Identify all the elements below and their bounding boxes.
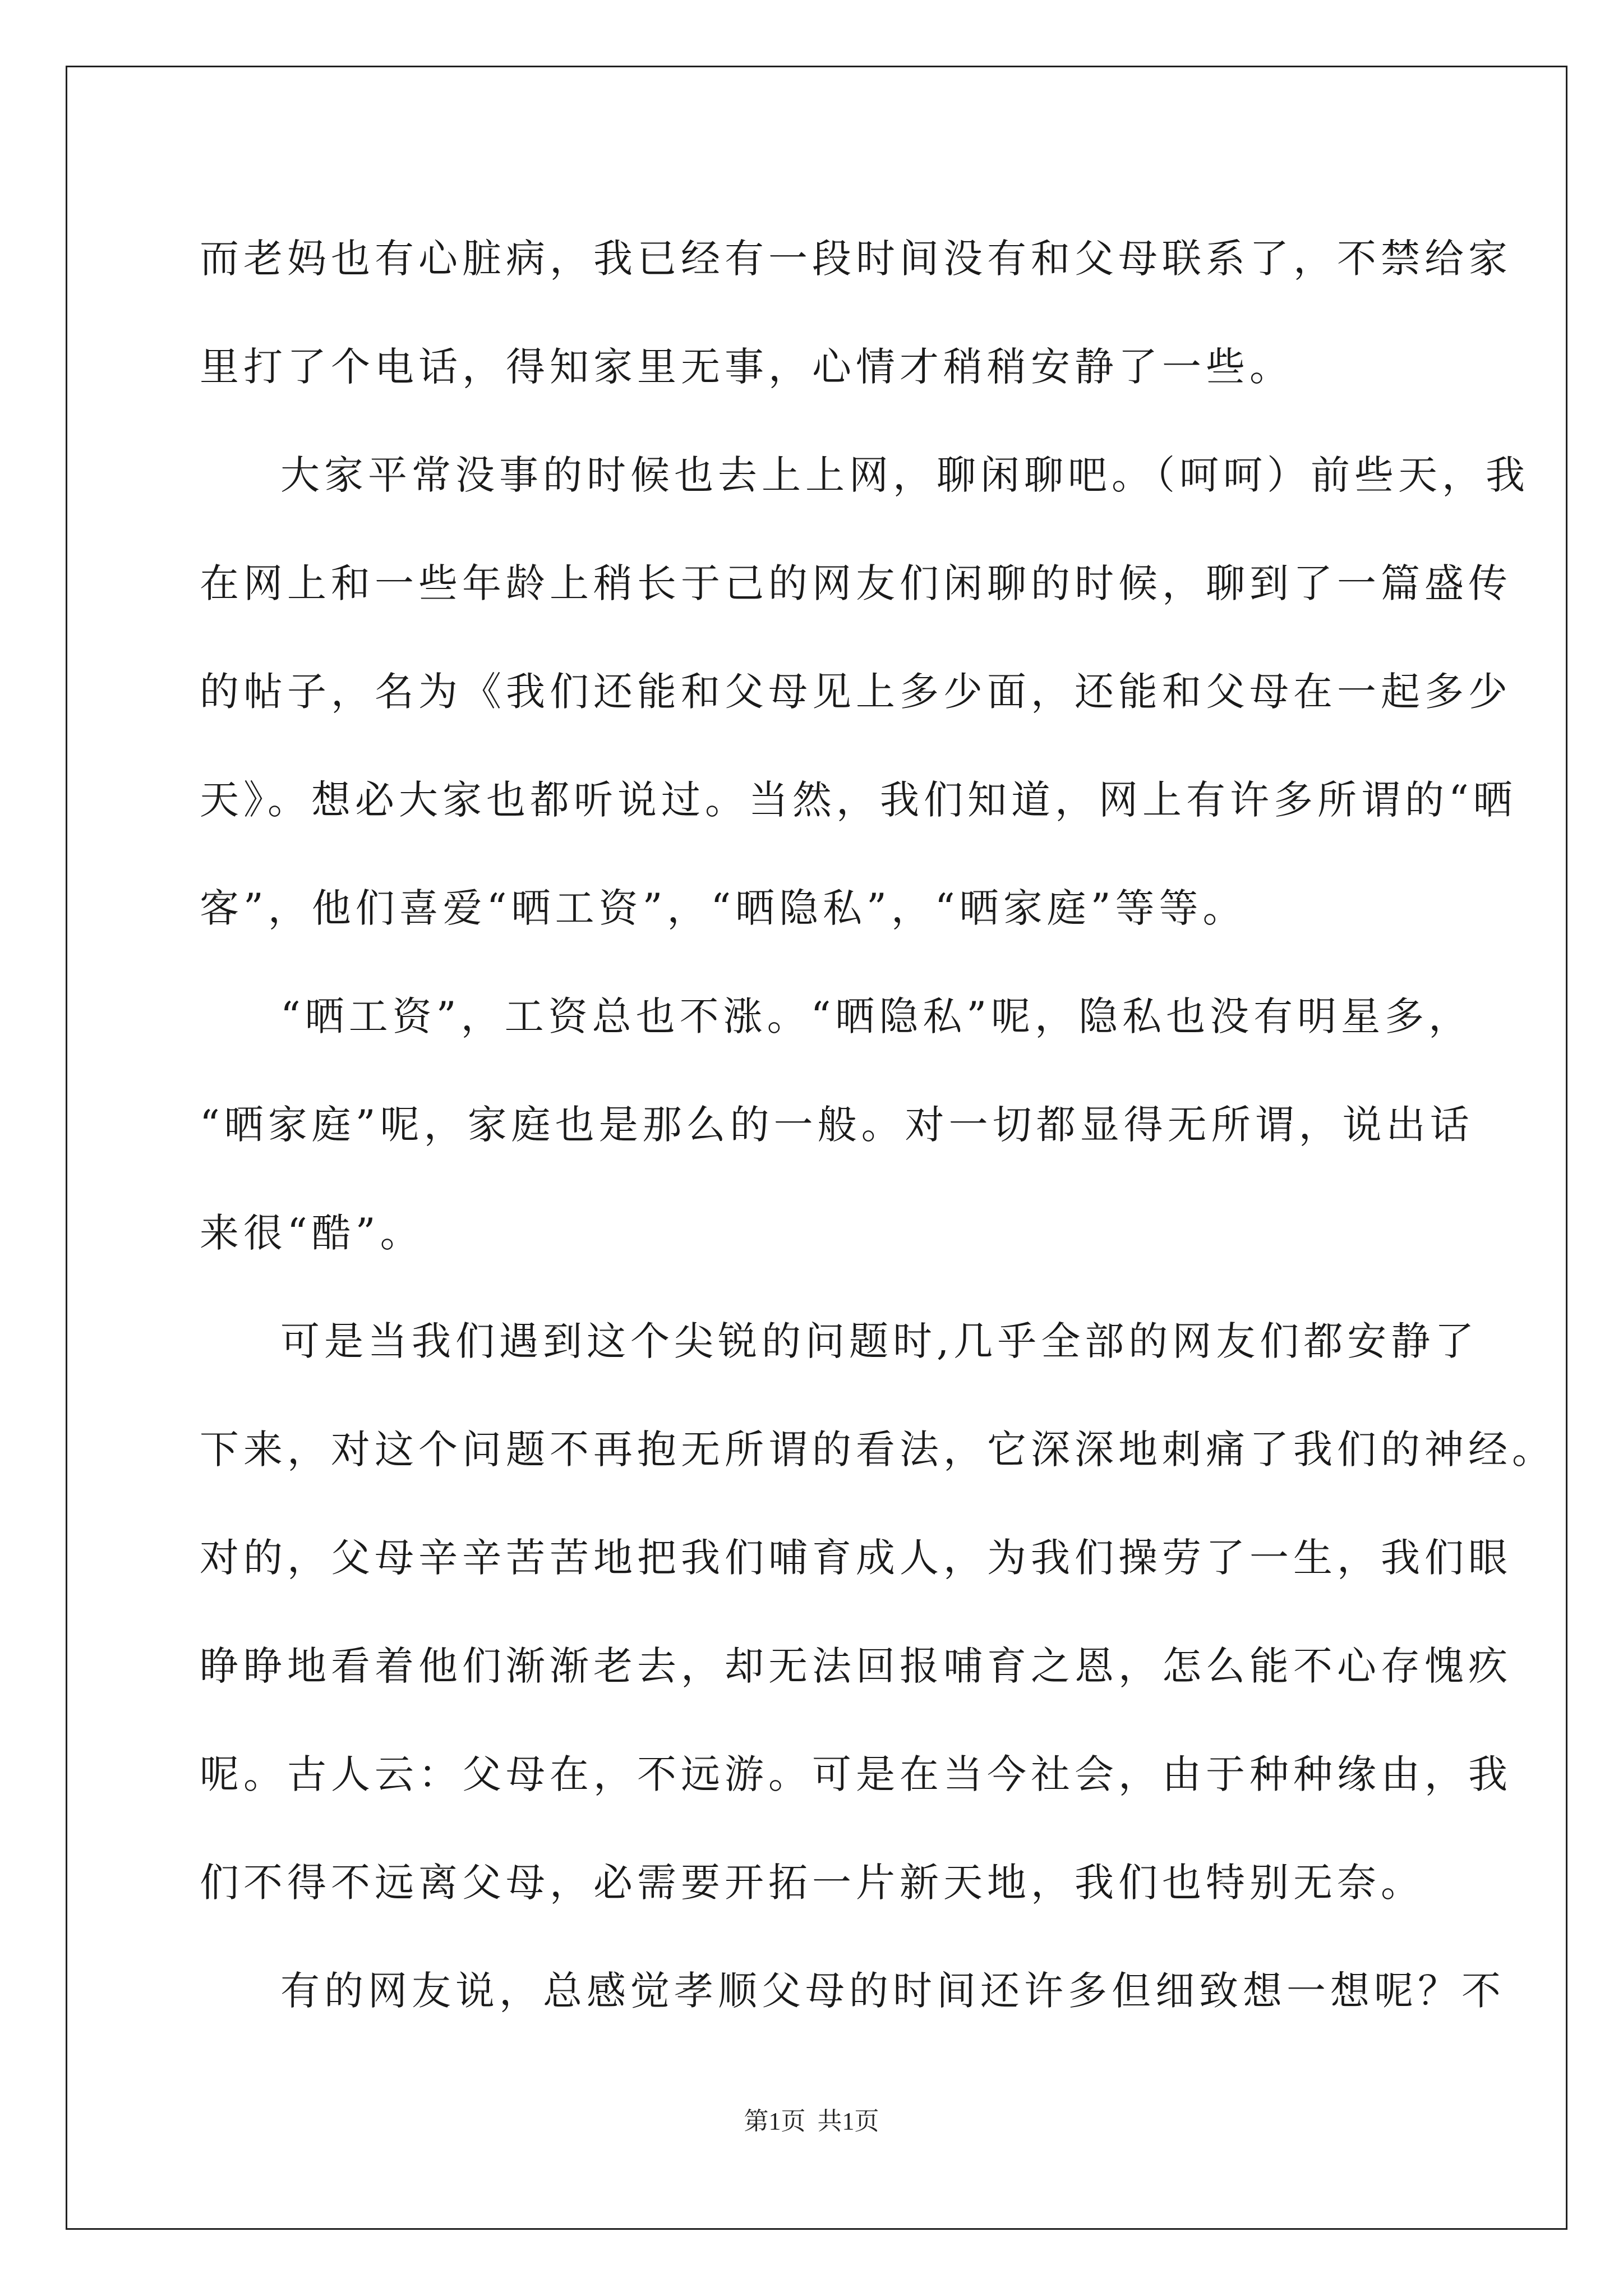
text-line: 睁睁地看着他们渐渐老去，却无法回报哺育之恩，怎么能不心存愧疚: [200, 1643, 1512, 1689]
text-line: 大家平常没事的时候也去上上网，聊闲聊吧。（呵呵）前些天，我: [280, 452, 1529, 498]
text-line: 天》。想必大家也都听说过。当然，我们知道，网上有许多所谓的“晒: [200, 777, 1517, 823]
text-line: 客”，他们喜爱“晒工资”，“晒隐私”，“晒家庭”等等。: [200, 885, 1247, 931]
text-line: 的帖子，名为《我们还能和父母见上多少面，还能和父母在一起多少: [200, 669, 1512, 715]
text-line: 里打了个电话，得知家里无事，心情才稍稍安静了一些。: [200, 344, 1293, 390]
text-line: 对的，父母辛辛苦苦地把我们哺育成人，为我们操劳了一生，我们眼: [200, 1535, 1512, 1581]
text-line: 来很“酷”。: [200, 1210, 424, 1256]
text-line: “晒家庭”呢，家庭也是那么的一般。对一切都显得无所谓，说出话: [200, 1102, 1474, 1148]
text-line: 下来，对这个问题不再抱无所谓的看法，它深深地刺痛了我们的神经。: [200, 1427, 1556, 1473]
page-number-footer: 第1页 共1页: [744, 2108, 879, 2135]
text-line: 在网上和一些年龄上稍长于己的网友们闲聊的时候，聊到了一篇盛传: [200, 560, 1512, 606]
text-line: 可是当我们遇到这个尖锐的问题时,几乎全部的网友们都安静了: [280, 1318, 1479, 1364]
text-line: 呢。古人云：父母在，不远游。可是在当今社会，由于种种缘由，我: [200, 1751, 1512, 1797]
text-line: 们不得不远离父母，必需要开拓一片新天地，我们也特别无奈。: [200, 1860, 1424, 1906]
text-line: 而老妈也有心脏病，我已经有一段时间没有和父母联系了，不禁给家: [200, 236, 1512, 282]
text-line: “晒工资”，工资总也不涨。“晒隐私”呢，隐私也没有明星多，: [280, 993, 1473, 1039]
text-line: 有的网友说，总感觉孝顺父母的时间还许多但细致想一想呢？不: [280, 1968, 1505, 2014]
document-body: [200, 205, 1556, 2045]
